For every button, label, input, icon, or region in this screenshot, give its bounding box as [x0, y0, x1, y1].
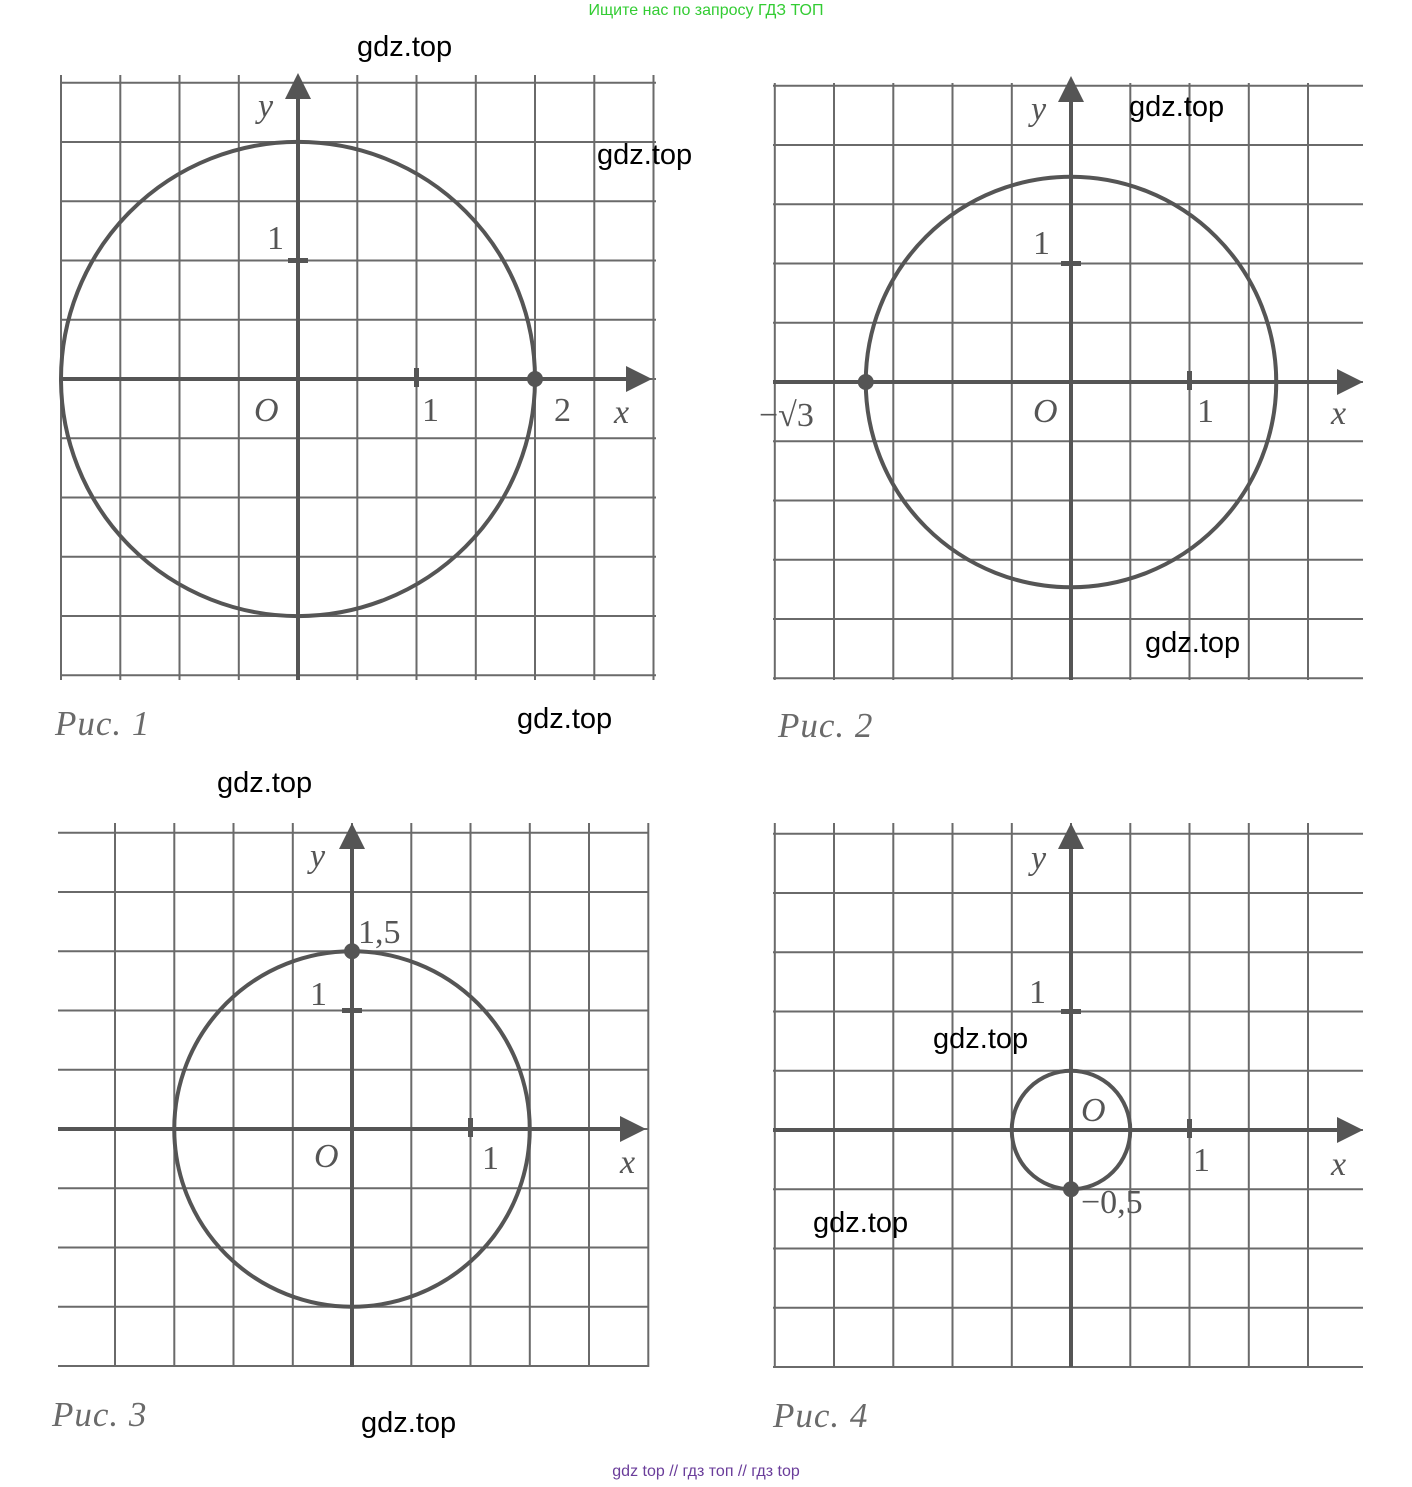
y-tick-label: 1	[1029, 974, 1046, 1011]
point-label: 2	[554, 392, 571, 429]
x-axis-arrow	[1337, 369, 1363, 395]
marked-point	[527, 371, 543, 387]
figure-4-caption: Рис. 4	[773, 1396, 869, 1435]
figure-4	[755, 815, 1385, 1375]
y-tick-label: 1	[267, 220, 284, 257]
figure-3-caption: Рис. 3	[52, 1395, 148, 1434]
figure-1	[50, 65, 670, 695]
point-label: 1,5	[358, 914, 401, 951]
figure-2	[755, 68, 1385, 693]
y-axis-label: y	[310, 838, 326, 875]
origin-label: O	[1033, 393, 1058, 430]
x-axis-arrow	[620, 1116, 646, 1142]
marked-point	[858, 374, 874, 390]
x-tick-label: 1	[482, 1140, 499, 1177]
y-axis-arrow	[1058, 823, 1084, 849]
origin-label: O	[254, 392, 279, 429]
x-axis-arrow	[626, 366, 652, 392]
watermark: gdz.top	[1129, 91, 1225, 123]
x-axis-label: x	[620, 1144, 636, 1181]
watermark: gdz.top	[357, 31, 453, 63]
y-axis-arrow	[285, 73, 311, 99]
x-axis-arrow	[1337, 1117, 1363, 1143]
figure-1-caption: Рис. 1	[55, 704, 151, 743]
x-axis-label: x	[614, 394, 630, 431]
y-tick-label: 1	[310, 976, 327, 1013]
origin-label: O	[314, 1138, 339, 1175]
footer-link[interactable]: gdz top // гдз топ // гдз top	[612, 1463, 800, 1480]
marked-point	[1063, 1181, 1079, 1197]
origin-label: O	[1081, 1092, 1106, 1129]
y-axis-label: y	[258, 88, 274, 125]
watermark: gdz.top	[361, 1407, 457, 1439]
x-tick-label: 1	[422, 392, 439, 429]
watermark: gdz.top	[217, 767, 313, 799]
point-label: −0,5	[1081, 1184, 1143, 1221]
y-axis-label: y	[1031, 840, 1047, 877]
y-axis-arrow	[1058, 76, 1084, 102]
watermark: gdz.top	[597, 139, 693, 171]
figure-2-caption: Рис. 2	[778, 706, 874, 745]
x-axis-label: x	[1331, 1146, 1347, 1183]
figure-3	[50, 815, 670, 1375]
watermark: gdz.top	[517, 703, 613, 735]
y-axis-label: y	[1031, 91, 1047, 128]
point-label: −√3	[759, 397, 814, 434]
y-tick-label: 1	[1033, 225, 1050, 262]
header-link[interactable]: Ищите нас по запросу ГДЗ ТОП	[588, 2, 824, 19]
x-tick-label: 1	[1193, 1142, 1210, 1179]
watermark: gdz.top	[813, 1207, 909, 1239]
x-tick-label: 1	[1197, 393, 1214, 430]
y-axis-arrow	[339, 823, 365, 849]
watermark: gdz.top	[933, 1023, 1029, 1055]
x-axis-label: x	[1331, 395, 1347, 432]
watermark: gdz.top	[1145, 627, 1241, 659]
